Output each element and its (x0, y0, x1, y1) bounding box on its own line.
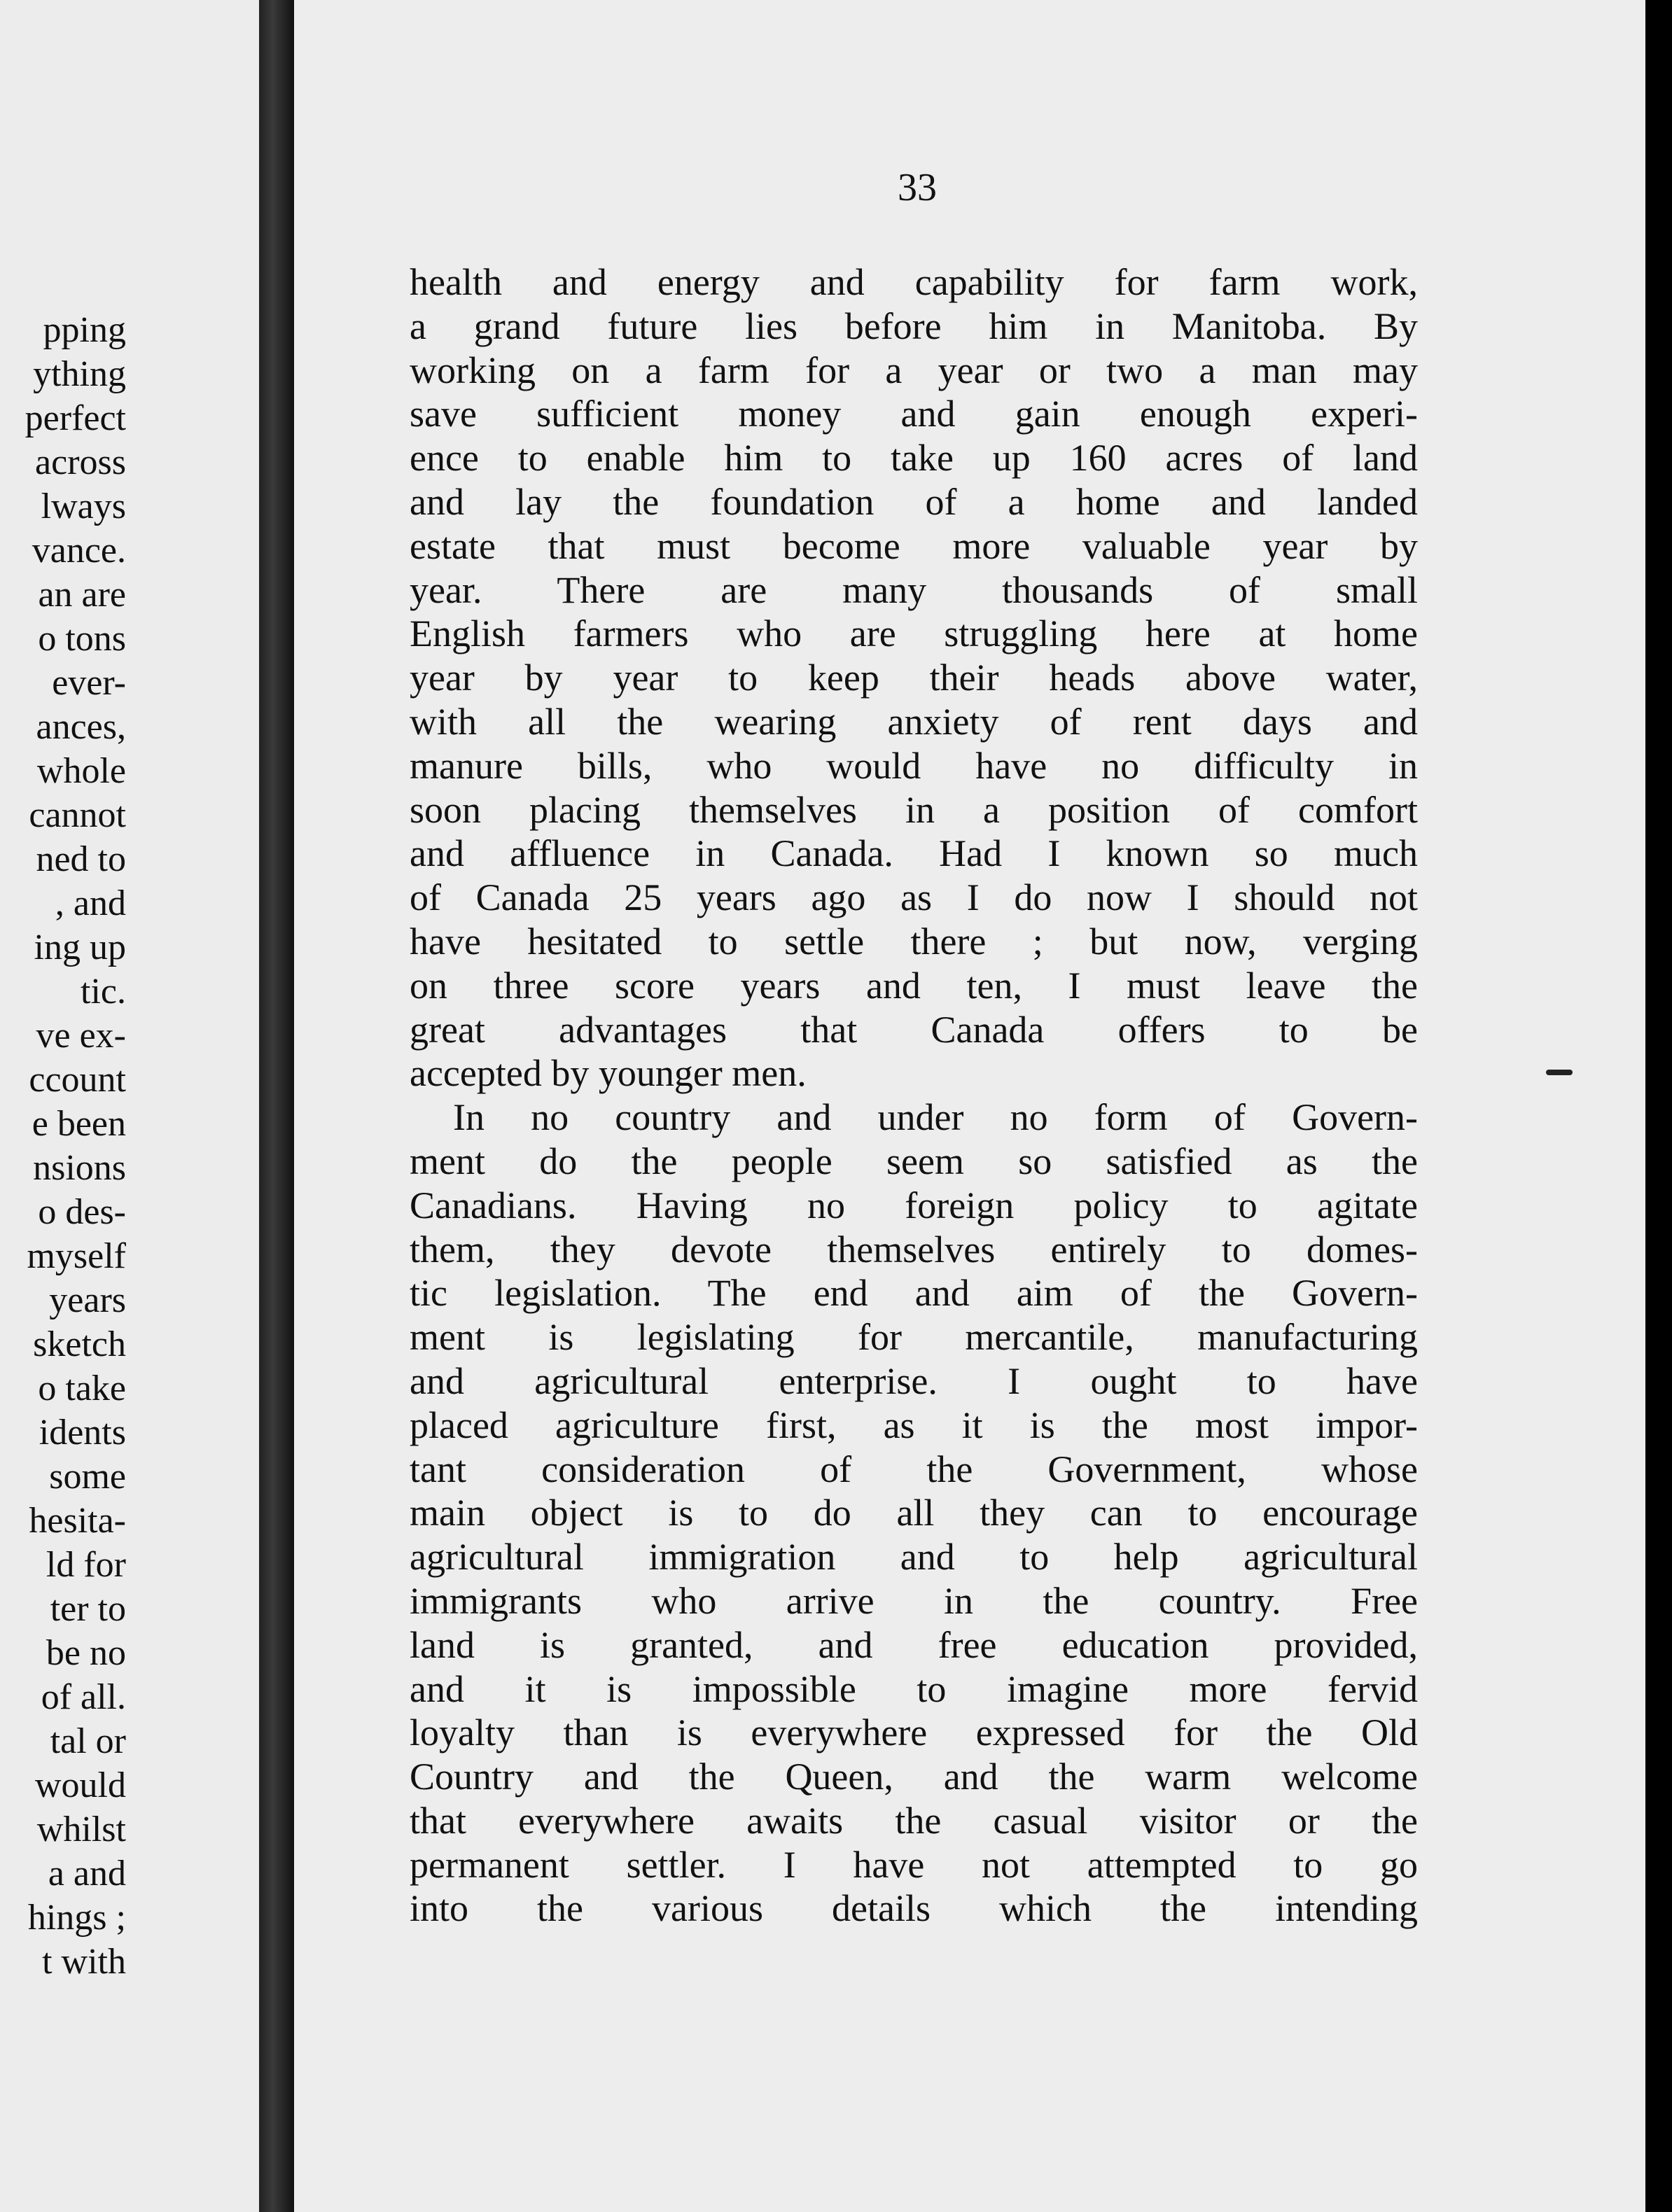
left-line: myself (27, 1236, 126, 1276)
left-line: o take (38, 1368, 126, 1408)
left-line: ing up (34, 927, 126, 967)
text-line: soon placing themselves in a position of comfort (410, 788, 1418, 831)
left-line: e been (32, 1104, 126, 1144)
left-page-text (0, 308, 126, 1984)
left-line: idents (39, 1413, 126, 1452)
text-line: agricultural immigration and to help agricultural (410, 1536, 1418, 1578)
text-line: accepted by younger men. (410, 1052, 807, 1095)
page-edge (1645, 0, 1672, 2212)
left-line: pping (43, 310, 126, 350)
book-gutter (259, 0, 294, 2212)
left-line: o des- (38, 1192, 126, 1232)
left-line: ever- (52, 663, 126, 703)
text-line: Country and the Queen, and the warm welcome (410, 1756, 1418, 1798)
text-line: tic legislation. The end and aim of the Govern- (410, 1272, 1418, 1315)
left-line: cannot (29, 795, 126, 835)
left-line: whole (36, 751, 126, 791)
text-line: health and energy and capability for farm work, (410, 261, 1418, 303)
body-text (410, 260, 1418, 1931)
left-line: ances, (36, 707, 126, 747)
text-line: with all the wearing anxiety of rent days and (410, 700, 1418, 743)
left-line: o tons (38, 619, 126, 659)
text-line: save sufficient money and gain enough experi- (410, 393, 1418, 435)
text-line: a grand future lies before him in Manitoba. By (410, 304, 1418, 347)
text-line: tant consideration of the Government, whose (410, 1448, 1418, 1490)
left-line: nsions (33, 1148, 126, 1188)
text-line: year by year to keep their heads above water, (410, 657, 1418, 699)
text-line: them, they devote themselves entirely to domes- (410, 1228, 1418, 1270)
text-line: of Canada 25 years ago as I do now I should not (410, 876, 1418, 919)
left-line: be no (46, 1633, 126, 1673)
left-line: tic. (81, 972, 126, 1011)
text-line: estate that must become more valuable year by (410, 524, 1418, 567)
text-line: manure bills, who would have no difficulty in (410, 744, 1418, 787)
left-line: sketch (33, 1324, 126, 1364)
left-line: vance. (32, 531, 126, 570)
left-line: an are (38, 575, 126, 615)
left-line: ned to (36, 839, 126, 879)
left-line: ter to (50, 1589, 126, 1629)
left-line: tal or (50, 1721, 126, 1761)
text-line: and agricultural enterprise. I ought to have (410, 1359, 1418, 1402)
left-line: t with (42, 1942, 126, 1982)
text-line: year. There are many thousands of small (410, 568, 1418, 611)
text-line: that everywhere awaits the casual visitor or the (410, 1799, 1418, 1842)
text-line: and lay the foundation of a home and landed (410, 480, 1418, 523)
text-line: and affluence in Canada. Had I known so much (410, 832, 1418, 875)
left-line: hings ; (27, 1898, 126, 1938)
left-line: years (49, 1280, 126, 1320)
left-line: ld for (46, 1545, 126, 1585)
text-line: English farmers who are struggling here at home (410, 612, 1418, 655)
left-line: ything (33, 354, 126, 394)
text-line: main object is to do all they can to encourage (410, 1492, 1418, 1534)
left-line: across (35, 442, 126, 482)
text-line: loyalty than is everywhere expressed for the Old (410, 1712, 1418, 1754)
text-line: In no country and under no form of Govern- (453, 1096, 1418, 1139)
text-line: ment is legislating for mercantile, manufacturing (410, 1316, 1418, 1359)
page-number: 33 (898, 166, 937, 209)
left-line: of all. (41, 1677, 126, 1717)
text-line: great advantages that Canada offers to be (410, 1008, 1418, 1051)
print-speck (1546, 1070, 1573, 1075)
text-line: working on a farm for a year or two a man may (410, 349, 1418, 391)
text-line: on three score years and ten, I must leave the (410, 964, 1418, 1007)
text-line: have hesitated to settle there ; but now, verging (410, 920, 1418, 962)
left-facing-page (0, 0, 259, 2212)
text-line: ence to enable him to take up 160 acres of land (410, 437, 1418, 479)
left-line: a and (48, 1854, 126, 1893)
text-line: placed agriculture first, as it is the most impor- (410, 1404, 1418, 1446)
left-line: perfect (25, 398, 126, 438)
text-line: and it is impossible to imagine more fervid (410, 1667, 1418, 1710)
left-line: would (35, 1765, 126, 1805)
text-line: land is granted, and free education provided, (410, 1623, 1418, 1666)
text-line: into the various details which the intending (410, 1887, 1418, 1930)
left-line: ccount (29, 1060, 126, 1100)
text-line: ment do the people seem so satisfied as the (410, 1140, 1418, 1182)
left-line: hesita- (29, 1501, 126, 1541)
left-line: whilst (36, 1809, 126, 1849)
left-line: some (49, 1457, 126, 1497)
text-line: Canadians. Having no foreign policy to agitate (410, 1184, 1418, 1226)
text-line: permanent settler. I have not attempted to go (410, 1843, 1418, 1886)
text-line: immigrants who arrive in the country. Free (410, 1579, 1418, 1622)
left-line: ve ex- (36, 1016, 126, 1056)
left-line: , and (55, 883, 126, 923)
left-line: lways (41, 486, 126, 526)
